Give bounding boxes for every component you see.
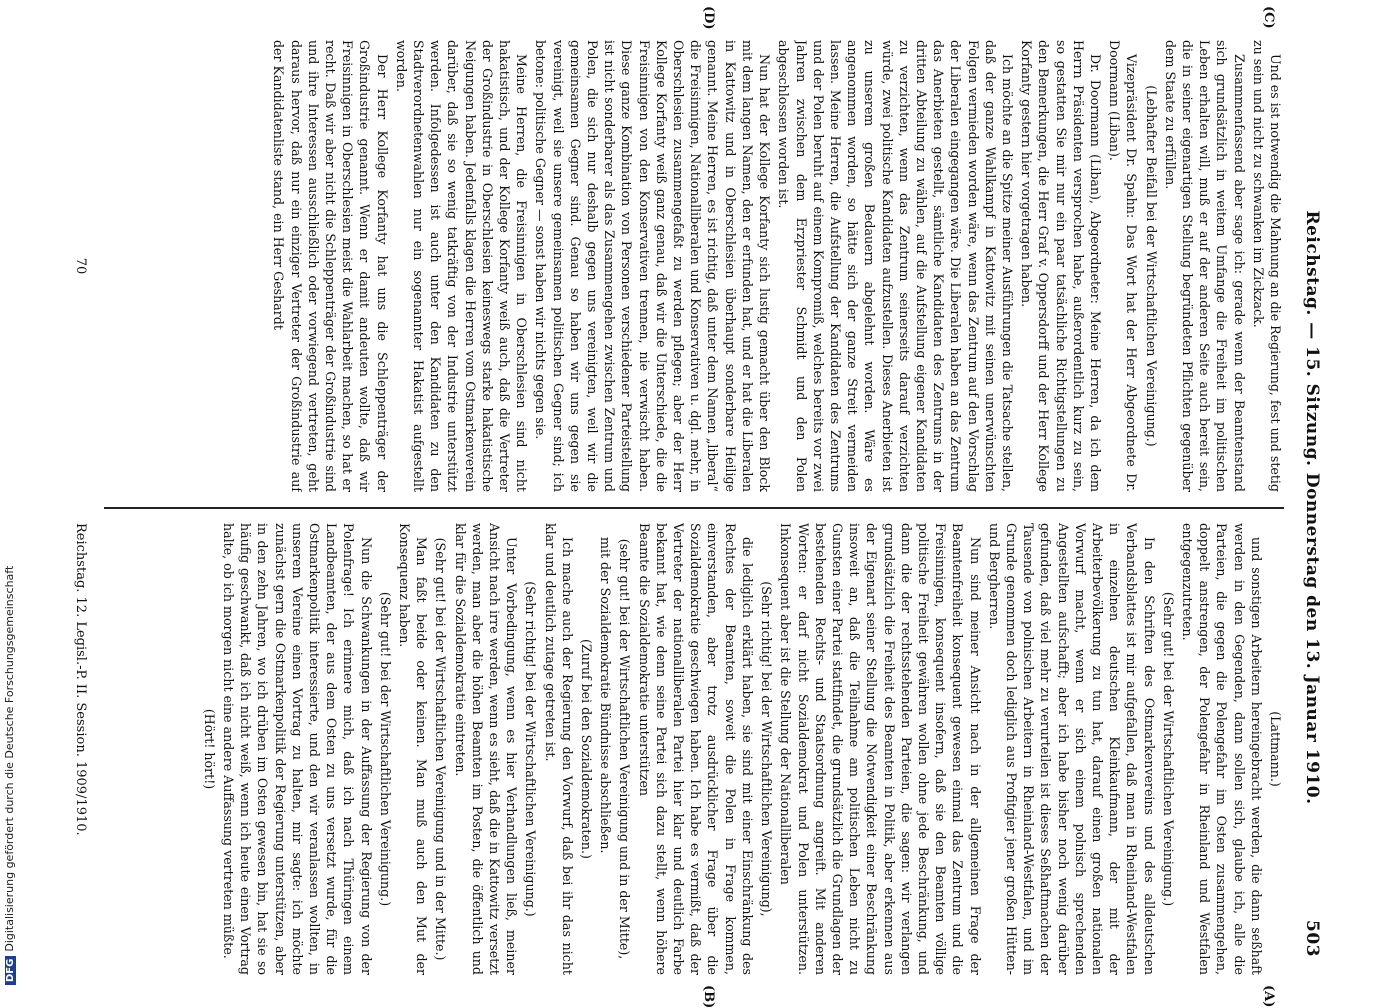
paragraph: Nun hat der Kollege Korfanty sich lustig gemacht über den Block mit dem langen Namen, den er erfunden hat, und er hat die Liberalen in Kattowitz und in Oberschlesien überhaupt sonderbare Heilige genannt. Meine Herren, es ist richtig, daß unter dem Namen „liberal“ die Freisinnigen, Nationalliberalen und Konservativen u. dgl. mehr, in Oberschlesien zusammengefaßt zu werden pflegen; aber der Herr Kollege Korfanty weiß ganz genau, daß wir die Unterschiede, die die Freisinnigen von den Konservativen trennen, nie verwischt haben. Diese ganze Kombination von Personen verschiedener Parteistellung ist nicht sonderbarer als das Zusammengehen zwischen Zentrum und Polen, die sich nur deshalb gegen uns vereinigten, weil wir die gemeinsamen Gegner sind. Genau so haben wir uns gegen sie vereinigt, weil sie unsere gemeinsamen politischen Gegner sind; ich betone: politische Gegner — sonst haben wir nichts gegen sie. <box>533 40 773 492</box>
paragraph: Unter Vorbedingung, wenn es hier Verhandlungen ließ, meiner Ansicht nach irre werden, wenn es sieht, daß die in Kattowitz versetzt werden, man aber die höhen Beamten im Posten, die öffentlich und klar für die Sozialdemokratie eintreten. <box>452 523 520 975</box>
paragraph: Nun sind meiner Ansicht nach in der allgemeinen Frage der Beamtenfreiheit konsequent gewesen einmal das Zentrum und die Freisinnigen, konsequent insofern, daß sie den Beamten völlige politische Freiheit gewähren wollen ohne jede Beschränkung, und dann die der rechtsstehenden Parteien, die sagen: wir verlangen grundsätzlich die Freiheit des Beamten in Politik, aber erkennen aus der Eigenart seiner Stellung die Notwendigkeit einer Beschränkung insoweit an, daß die Teilnahme am politischen Leben nicht zu Gunsten einer Partei stattfindet, die grundsätzlich die Grundlagen der bestehenden Rechts- und Staatsordnung angreift. Mit anderen Worten: er darf nicht Sozialdemokrat und Polen unterstützen. Inkonsequent aber ist die Stellung der Nationalliberalen <box>778 523 983 975</box>
paragraph: Vizepräsident Dr. Spahn: Das Wort hat der Herr Abgeordnete Dr. Doormann (Liban). <box>1107 40 1140 492</box>
paragraph: (Sehr richtig! bei der Wirtschaftlichen Vereinigung.) <box>523 581 539 917</box>
text-column-left <box>94 40 1284 492</box>
paragraph: die lediglich erklärt haben, sie sind mit einer Einschränkung des Rechtes der Beamten, soweit die Polen in Frage kommen, einverstanden, aber trotz ausdrücklicher Frage über die Sozialdemokratie geschwiegen haben. Ich habe es vermißt, daß der Vertreter der nationalliberalen Partei hier klar und deutlich Farbe bekannt hat, wie denn seine Partei sich dazu stellt, wenn höhere Beamte die Sozialdemokratie unterstützen <box>636 523 755 975</box>
paragraph: und sonstigen Arbeitern hereingebracht werden, die dann seßhaft werden in den Gegenden, dann sollen sich, glaube ich, alle die Parteien, die gegen die Polengefahr im Osten zusammengehen, doppelt anstrengen, der Polengefahr in Rheinland und Westfalen entgegenzutreten. <box>1179 523 1264 975</box>
margin-marker-a: (A) <box>1261 985 1276 1008</box>
paragraph: Man faßt beide oder keinen. Man muß auch den Mut der Konsequenz haben. <box>397 523 430 975</box>
paragraph: (Sehr gut! bei der Wirtschaftlichen Vereinigung und in der Mitte.) <box>433 537 449 961</box>
paragraph: Zusammenfassend aber sage ich: gerade wenn der Beamtenstand sich grundsätzlich in weitem Umfange die Freiheit im politischen Leben erhalten will, muß er auf der anderen Seite auch bereit sein, die in seiner eigenartigen Stellung begründeten Pflichten gegenüber dem Staate zu erfüllen. <box>1162 40 1247 492</box>
paragraph: (Zuruf bei den Sozialdemokraten.) <box>579 639 595 859</box>
paragraph: (sehr gut! bei der Wirtschaftlichen Vereinigung und in der Mitte), <box>617 538 633 960</box>
footer-session-info: Reichstag. 12. Legisl.-P. II. Session. 1909/1910. <box>73 523 88 836</box>
page-number: 503 <box>1302 920 1322 957</box>
paragraph: mit der Sozialdemokratie Bündnisse abschließen. <box>598 537 614 854</box>
paragraph: (Sehr richtig! bei der Wirtschaftlichen Vereinigung), <box>759 581 775 917</box>
speaker-note: (Lattmann.) <box>1268 711 1283 787</box>
paragraph: (Sehr gut! bei der Wirtschaftlichen Vereinigung.) <box>377 591 393 907</box>
paragraph: Nun die Schwankungen in der Auffassung der Regierung von der Polenfrage! Ich erinnere mich, daß ich nach Thüringen einem Landbeamten, der aus dem Osten zu uns versetzt wurde, für die Ostmarkenpolitik interessierte, und den wir veranlassen wollten, in unserem Vereine einen Vortrag zu halten, mir sagte: ich möchte zunächst gern die Ostmarkenpolitik der Regierung unterstützen, aber in den zehn Jahren, wo ich drüben im Osten gewesen bin, hat sie so häufig geschwankt, daß ich nicht weiß, wenn ich heute einen Vortrag halte, ob ich morgen nicht eine andere Auffassung vertreten müßte. <box>221 523 374 975</box>
column-divider <box>104 507 1284 509</box>
page-footer <box>68 40 88 975</box>
margin-marker-d: (D) <box>701 6 716 30</box>
paragraph: (Hört! hört!) <box>201 708 217 790</box>
footer-sheet-number: 70 <box>73 257 88 275</box>
header-title: Reichstag. — 15. Sitzung. Donnerstag den 13. Januar 1910. <box>1302 210 1322 805</box>
margin-marker-c: (C) <box>1261 6 1276 29</box>
paragraph: (Sehr gut! bei der Wirtschaftlichen Vereinigung.) <box>1160 591 1176 907</box>
paragraph: Meine Herren, die Freisinnigen in Oberschlesien sind nicht hakatistisch, und der Kollege Korfanty weiß auch, daß die Vertreter der Großindustrie in Oberschlesien keineswegs starke hakatistische Neigungen haben. Jedenfalls klagen die Herren vom Ostmarkenverein darüber, daß sie so wenig tatkräftig von der Industrie unterstützt werden. Infolgedessen ist auch unter den Kandidaten zu den Stadtverordnetenwahlen nur ein sogenannter Hakatist aufgestellt worden. <box>393 40 530 492</box>
paragraph: (Lebhafter Beifall bei der Wirtschaftlichen Vereinigung.) <box>1143 85 1159 447</box>
paragraph: Ich möchte an die Spitze meiner Ausführungen die Tatsache stellen, daß der ganze Wahlkampf in Kattowitz mit seinen unerwünschten Folgen vermieden worden wäre, wenn das Zentrum auf den Vorschlag der Liberalen eingegangen wäre. Die Liberalen haben an das Zentrum das Anerbieten gestellt, sämtliche Kandidaten des Zentrums in der dritten Abteilung zu wählen, auf die Aufstellung eigener Kandidaten zu verzichten, wenn das Zentrum seinerseits darauf verzichten würde, zwei politische Kandidaten aufzustellen. Dieses Anerbieten ist zu unserem großen Bedauern abgelehnt worden. Wäre es angenommen worden, so hätte sich der ganze Streit vermeiden lassen. Meine Herren, die Aufstellung der Kandidaten des Zentrums und der Polen beruht auf einem Kompromiß, welches bereits vor zwei Jahren zwischen dem Erzpriester Schmidt und den Polen abgeschlossen worden ist. <box>776 40 1015 492</box>
text-column-right <box>94 523 1284 975</box>
paragraph: Und es ist notwendig die Mahnung an die Regierung, fest und stetig zu sein und nicht zu schwanken im Zickzack. <box>1250 40 1283 492</box>
digitization-sidebar <box>0 0 22 1000</box>
paragraph: Der Herr Kollege Korfanty hat uns die Schleppenträger der Großindustrie genannt. Wenn er damit andeuten wollte, daß wir Freisinnigen in Oberschlesien meist die Wahlarbeit machen, so hat er recht. Daß wir aber nicht die Schleppenträger der Großindustrie sind und ihre Interessen ausschließlich oder vorwiegend vertreten, geht daraus hervor, daß nur ein einziger Vertreter der Großindustrie auf der Kandidatenliste stand, ein Herr Geshardt <box>271 40 390 492</box>
page-header <box>1290 40 1326 975</box>
document-page <box>66 6 1326 1008</box>
paragraph: In den Schriften des Ostmarkenvereins und des alldeutschen Verbandsblattes ist mir aufgefallen, daß man in Rheinland-Westfalen in einzelnen deutschen Kleinkaufmann, der mit der Arbeiterbevölkerung zu tun hat, darauf einen großen nationalen Vorwurf macht, wenn er sich einem polnisch sprechenden Angestellten aufschafft; aber ich habe bisher noch wenig darüber gefunden, daß viel mehr zu verurteilen ist dieses Seßhaftmachen der Tausende von polnischen Arbeitern in Rheinland-Westfalen, und im Grunde genommen doch lediglich aus Profitgier jener großen Hütten- und Bergherren. <box>986 523 1157 975</box>
paragraph: Dr. Doormann (Liban), Abgeordneter: Meine Herren, da ich dem Herrn Präsidenten versprochen habe, außerordentlich kurz zu sein, so gestatten Sie mir nur ein paar tatsächliche Richtigstellungen zu den Bemerkungen, die Herr Graf v. Oppersdorff und der Herr Kollege Korfanty gestern hier vorgetragen haben. <box>1019 40 1103 492</box>
paragraph: Ich mache auch der Regierung den Vorwurf, daß bei ihr das nicht klar und deutlich zutage getreten ist. <box>542 523 575 975</box>
sidebar-credit-text: Digitalisierung gefördert durch die Deutsche Forschungsgemeinschaft <box>3 565 16 952</box>
sidebar-text-wrapper <box>3 566 16 985</box>
dfg-logo: DFG <box>5 956 16 985</box>
margin-marker-b: (B) <box>701 985 716 1008</box>
